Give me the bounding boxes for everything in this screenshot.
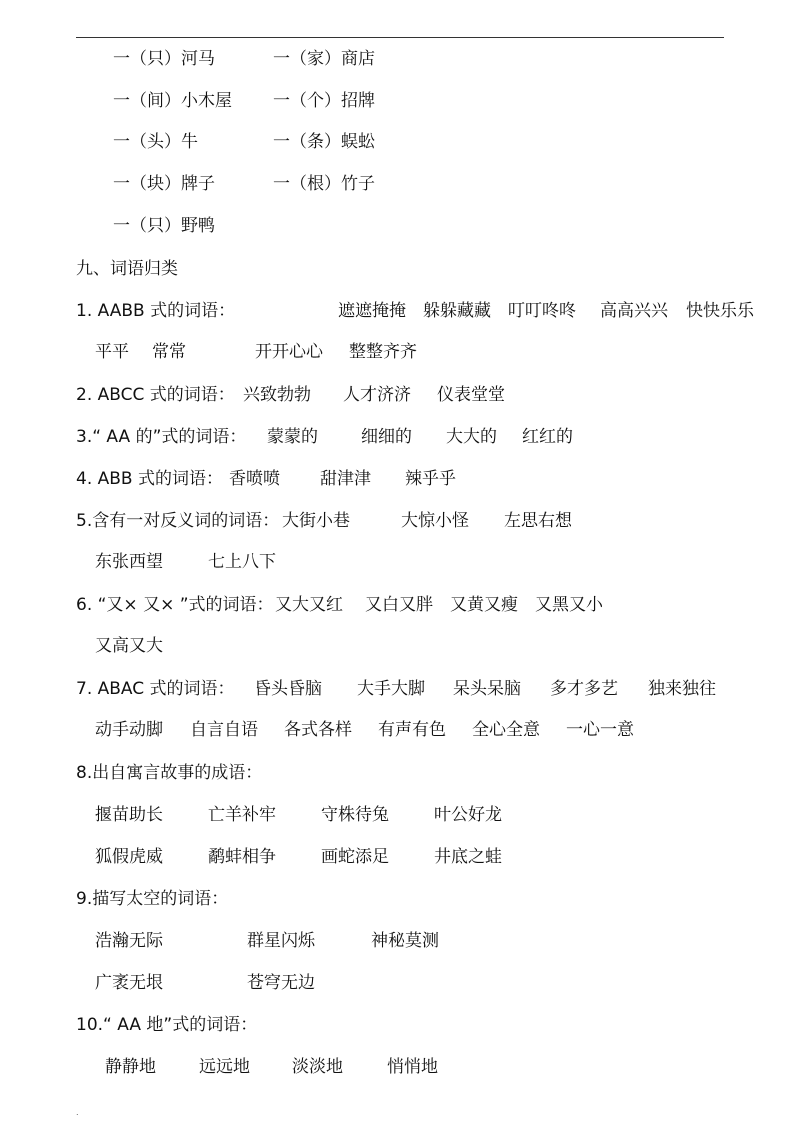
word-entry: 浩瀚无际 xyxy=(95,931,163,951)
word-entry: 广袤无垠 xyxy=(95,973,163,993)
word-entry: 一心一意 xyxy=(566,720,634,740)
category-label: 1. AABB 式的词语： xyxy=(76,301,236,321)
word-entry: 又黄又瘦 xyxy=(450,595,518,615)
word-entry: 揠苗助长 xyxy=(95,805,163,825)
word-entry: 动手动脚 xyxy=(95,720,163,740)
word-entry: 香喷喷 xyxy=(229,469,280,489)
category-label: 4. ABB 式的词语： xyxy=(76,469,223,489)
word-entry: 开开心心 xyxy=(255,342,323,362)
word-entry: 亡羊补牢 xyxy=(208,805,276,825)
word-entry: 又黑又小 xyxy=(535,595,603,615)
word-entry: 大大的 xyxy=(446,427,497,447)
word-entry: 辣乎乎 xyxy=(405,469,456,489)
measure-word-item: 一（块）牌子 xyxy=(113,174,215,194)
word-entry: 悄悄地 xyxy=(387,1057,438,1077)
word-entry: 有声有色 xyxy=(378,720,446,740)
word-entry: 东张西望 xyxy=(95,552,163,572)
word-entry: 人才济济 xyxy=(343,385,411,405)
word-entry: 全心全意 xyxy=(472,720,540,740)
measure-word-item: 一（头）牛 xyxy=(113,132,198,152)
word-entry: 又高又大 xyxy=(95,636,163,656)
word-entry: 苍穹无边 xyxy=(247,973,315,993)
measure-word-item: 一（只）河马 xyxy=(113,49,215,69)
word-entry: 各式各样 xyxy=(284,720,352,740)
word-entry: 遮遮掩掩 xyxy=(338,301,406,321)
measure-word-item: 一（条）蜈蚣 xyxy=(273,132,375,152)
word-entry: 画蛇添足 xyxy=(321,847,389,867)
word-entry: 自言自语 xyxy=(190,720,258,740)
word-entry: 整整齐齐 xyxy=(349,342,417,362)
word-entry: 甜津津 xyxy=(320,469,371,489)
measure-word-item: 一（只）野鸭 xyxy=(113,216,215,236)
word-entry: 平平 xyxy=(95,342,129,362)
category-label: 7. ABAC 式的词语： xyxy=(76,679,235,699)
word-entry: 常常 xyxy=(152,342,186,362)
word-entry: 大街小巷 xyxy=(282,511,350,531)
footer-mark: . xyxy=(76,1108,79,1117)
header-rule xyxy=(76,37,724,38)
measure-word-item: 一（家）商店 xyxy=(273,49,375,69)
category-label: 8.出自寓言故事的成语： xyxy=(76,763,263,783)
word-entry: 躲躲藏藏 xyxy=(423,301,491,321)
measure-word-item: 一（间）小木屋 xyxy=(113,91,232,111)
word-entry: 独来独往 xyxy=(648,679,716,699)
measure-word-item: 一（个）招牌 xyxy=(273,91,375,111)
word-entry: 叮叮咚咚 xyxy=(508,301,576,321)
word-entry: 大手大脚 xyxy=(357,679,425,699)
word-entry: 呆头呆脑 xyxy=(453,679,521,699)
word-entry: 叶公好龙 xyxy=(434,805,502,825)
word-entry: 兴致勃勃 xyxy=(243,385,311,405)
word-entry: 仪表堂堂 xyxy=(437,385,505,405)
word-entry: 井底之蛙 xyxy=(434,847,502,867)
word-entry: 蒙蒙的 xyxy=(267,427,318,447)
word-entry: 又大又红 xyxy=(275,595,343,615)
word-entry: 左思右想 xyxy=(504,511,572,531)
word-entry: 快快乐乐 xyxy=(686,301,754,321)
word-entry: 大惊小怪 xyxy=(401,511,469,531)
section-title: 九、词语归类 xyxy=(76,259,178,279)
word-entry: 狐假虎威 xyxy=(95,847,163,867)
measure-word-item: 一（根）竹子 xyxy=(273,174,375,194)
category-label: 6. “又× 又× ”式的词语： xyxy=(76,595,274,615)
word-entry: 群星闪烁 xyxy=(247,931,315,951)
word-entry: 高高兴兴 xyxy=(600,301,668,321)
category-label: 5.含有一对反义词的词语： xyxy=(76,511,280,531)
category-label: 10.“ AA 地”式的词语： xyxy=(76,1015,258,1035)
word-entry: 淡淡地 xyxy=(292,1057,343,1077)
word-entry: 鹬蚌相争 xyxy=(208,847,276,867)
word-entry: 昏头昏脑 xyxy=(254,679,322,699)
category-label: 3.“ AA 的”式的词语： xyxy=(76,427,247,447)
word-entry: 红红的 xyxy=(522,427,573,447)
word-entry: 又白又胖 xyxy=(365,595,433,615)
word-entry: 细细的 xyxy=(361,427,412,447)
word-entry: 七上八下 xyxy=(208,552,276,572)
word-entry: 静静地 xyxy=(105,1057,156,1077)
category-label: 9.描写太空的词语： xyxy=(76,889,229,909)
word-entry: 远远地 xyxy=(199,1057,250,1077)
category-label: 2. ABCC 式的词语： xyxy=(76,385,235,405)
word-entry: 神秘莫测 xyxy=(371,931,439,951)
word-entry: 守株待兔 xyxy=(321,805,389,825)
word-entry: 多才多艺 xyxy=(550,679,618,699)
